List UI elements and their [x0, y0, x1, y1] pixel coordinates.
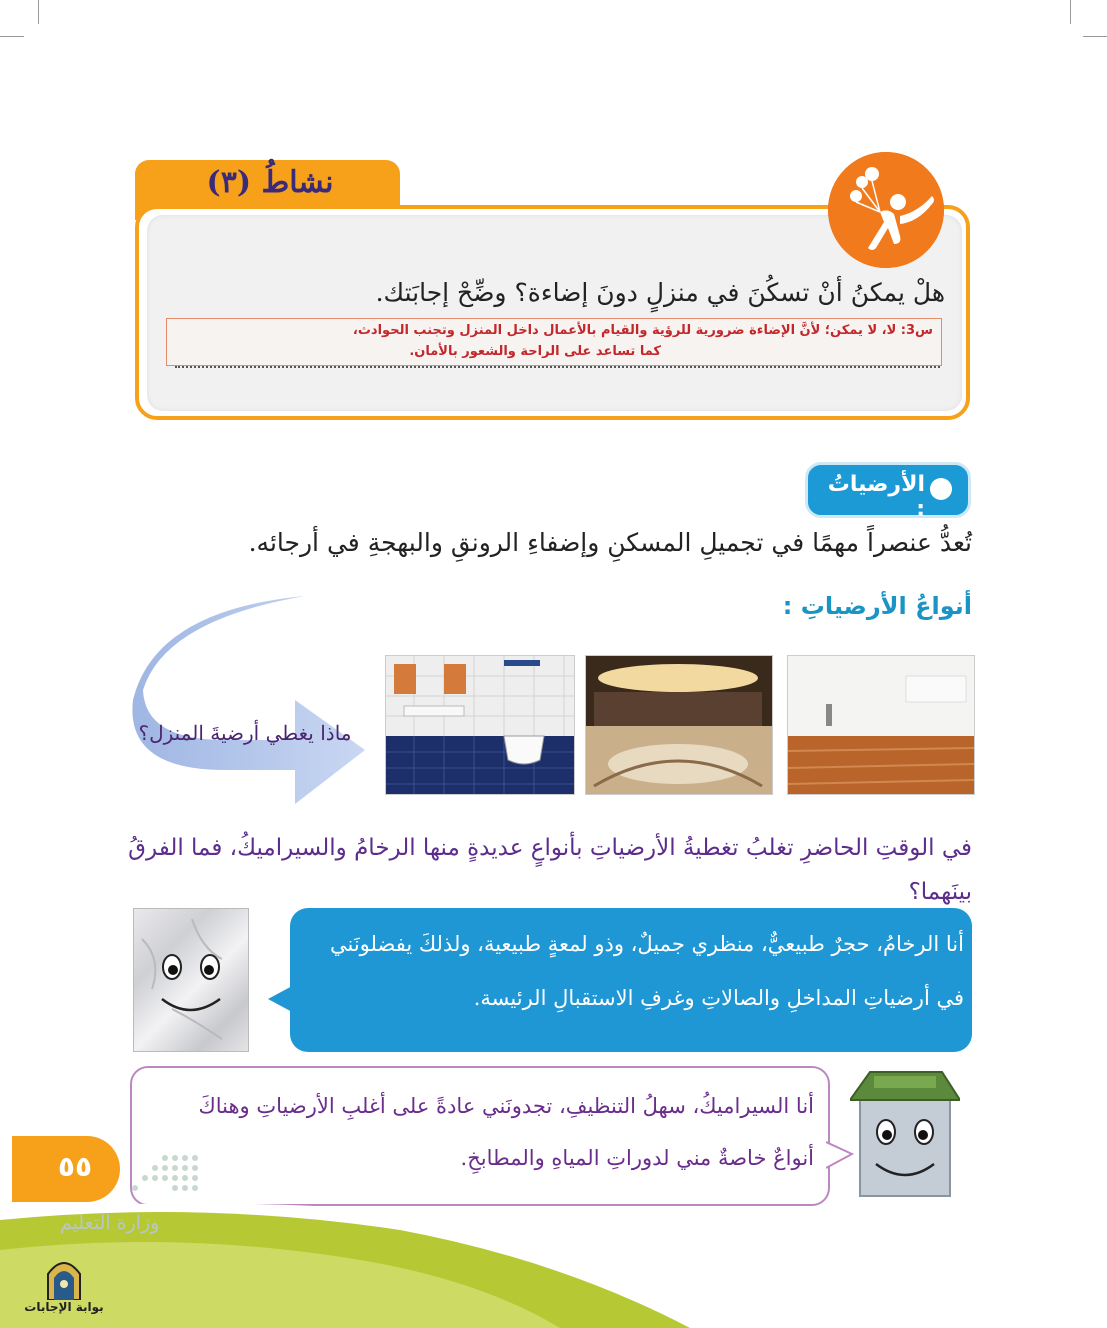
answer-dotted-line	[175, 366, 940, 368]
difference-question-line-1: في الوقتِ الحاضرِ تغلبُ تغطيةُ الأرضياتِ بأنواعٍ عديدةٍ منها الرخامُ والسيراميكُ، فما الفرقُ	[128, 835, 972, 861]
marble-speech-bubble	[290, 908, 972, 1052]
difference-question	[130, 826, 972, 906]
ministry-logo-text: وزارة التعليم	[60, 1212, 160, 1234]
marble-line-2: في أرضياتِ المداخلِ والصالاتِ وغرفِ الاستقبالِ الرئيسة.	[473, 986, 964, 1010]
ceramic-line-2: أنواعٌ خاصةٌ مني لدوراتِ المياهِ والمطابخِ.	[460, 1146, 814, 1170]
activity-question: هلْ يمكنُ أنْ تسكُنَ في منزلٍ دونَ إضاءة؟ وضِّحْ إجابَتك.	[375, 278, 945, 307]
portal-label: بوابة الإجابات	[24, 1300, 104, 1314]
photo-wooden-floor-room	[787, 655, 975, 795]
answer-line-2: كما تساعد على الراحة والشعور بالأمان.	[409, 344, 661, 359]
portal-logo-icon	[44, 1256, 84, 1300]
bullet-icon	[930, 478, 952, 500]
footer-wave	[0, 1190, 1107, 1328]
ceramic-line-1: أنا السيراميكُ، سهلُ التنظيفِ، تجدونَني عادةً على أغلبِ الأرضياتِ وهناكَ	[198, 1094, 814, 1118]
page-number: ٥٥	[57, 1150, 93, 1183]
answer-box	[166, 318, 942, 366]
crop-mark	[1083, 36, 1107, 37]
marble-line-1: أنا الرخامُ، حجرٌ طبيعيٌّ، منظري جميلٌ، وذو لمعةٍ طبيعية، ولذلكَ يفضلونَني	[330, 932, 964, 956]
curved-arrow-icon	[125, 590, 375, 810]
crop-mark	[0, 36, 24, 37]
floors-heading: الأرضياتُ :	[827, 472, 925, 522]
marble-bubble-tail	[268, 985, 294, 1013]
answer-line-1: س3: لا، لا يمكن؛ لأنَّ الإضاءة ضرورية للرؤية والقيام بالأعمال داخل المنزل وتجنب الحوادث،	[352, 323, 933, 338]
crop-mark	[1070, 0, 1071, 24]
floors-intro: تُعدُّ عنصراً مهمًا في تجميلِ المسكنِ وإضفاءِ الرونقِ والبهجةِ في أرجائه.	[248, 528, 972, 557]
dots-pattern-icon	[125, 1152, 200, 1192]
crop-mark	[38, 0, 39, 24]
child-balloons-icon	[828, 152, 944, 268]
floor-types-heading: أنواعُ الأرضياتِ :	[782, 592, 972, 620]
activity-title: نشاطُ (٣)	[206, 165, 334, 200]
ceramic-face-icon	[850, 1066, 960, 1201]
marble-face-icon	[133, 908, 249, 1052]
difference-question-line-2: بينَهما؟	[908, 879, 972, 905]
ceramic-speech-bubble	[130, 1066, 830, 1206]
arrow-text: ماذا يغطي أرضيةَ المنزل؟	[138, 721, 352, 745]
photo-ceramic-bathroom	[385, 655, 575, 795]
photo-marble-hall	[585, 655, 773, 795]
